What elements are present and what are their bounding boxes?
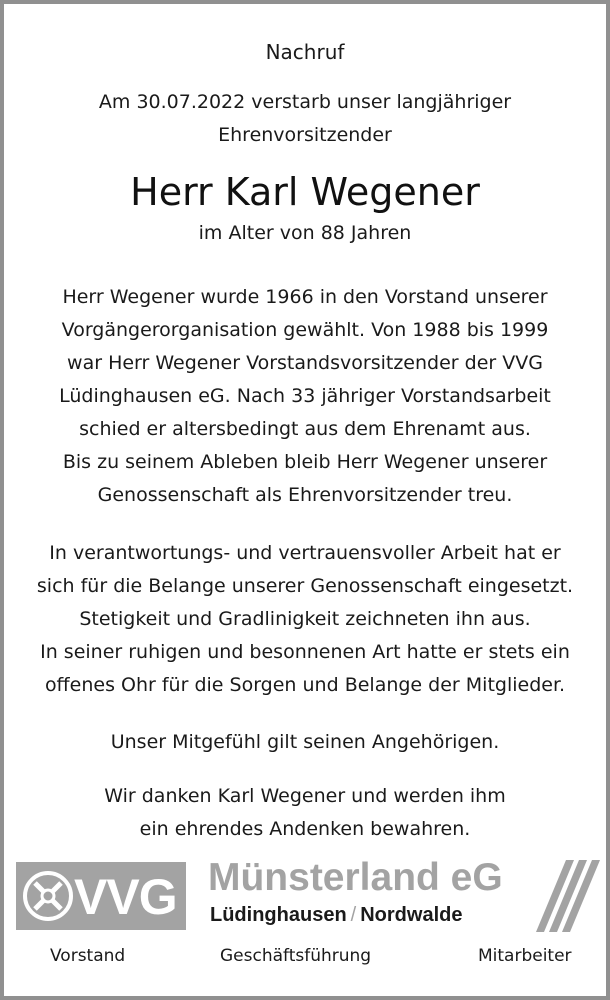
paragraph-tribute — [4, 537, 606, 702]
text-line: Wir danken Karl Wegener und werden ihm — [104, 785, 506, 807]
deceased-name: Herr Karl Wegener — [130, 170, 480, 214]
text-line: ein ehrendes Andenken bewahren. — [139, 818, 471, 840]
intro-line: Am 30.07.2022 verstarb unser langjähriger — [98, 91, 512, 113]
text-line: Unser Mitgefühl gilt seinen Angehörigen. — [110, 731, 500, 753]
age-line: im Alter von 88 Jahren — [198, 222, 412, 244]
text-line: Genossenschaft als Ehrenvorsitzender treu. — [97, 484, 513, 506]
vvg-logo — [14, 856, 596, 932]
location-1: Lüdinghausen — [210, 904, 347, 926]
intro — [4, 86, 606, 152]
brand-name: Münsterland eG — [208, 856, 503, 899]
text-line: schied er altersbedingt aus dem Ehrenamt aus. — [79, 418, 531, 440]
diagonal-stripes-icon — [536, 860, 600, 932]
paragraph-condolence — [4, 726, 606, 759]
text-line: war Herr Wegener Vorstandsvorsitzender der VVG — [67, 352, 543, 374]
paragraph-career — [4, 281, 606, 512]
text-line: sich für die Belange unserer Genossenschaft eingesetzt. — [36, 575, 574, 597]
text-line: Lüdinghausen eG. Nach 33 jähriger Vorstandsarbeit — [59, 385, 551, 407]
text-line: Bis zu seinem Ableben bleib Herr Wegener unserer — [62, 451, 548, 473]
text-line: In verantwortungs- und vertrauensvoller Arbeit hat er — [49, 542, 561, 564]
text-line: In seiner ruhigen und besonnenen Art hatte er stets ein — [40, 641, 570, 663]
heading: Nachruf — [265, 40, 345, 64]
text-line: Stetigkeit und Gradlinigkeit zeichneten ihn aus. — [79, 608, 531, 630]
brand-locations — [210, 904, 462, 927]
crossed-tools-emblem-icon — [22, 870, 74, 922]
signature-staff: Mitarbeiter — [478, 946, 572, 966]
paragraph-thanks — [4, 780, 606, 846]
location-2: Nordwalde — [360, 904, 463, 926]
intro-line: Ehrenvorsitzender — [218, 124, 392, 146]
text-line: Vorgängerorganisation gewählt. Von 1988 bis 1999 — [61, 319, 549, 341]
text-line: offenes Ohr für die Sorgen und Belange der Mitglieder. — [44, 674, 566, 696]
vvg-badge — [16, 862, 186, 930]
vvg-short-name: VVG — [74, 869, 177, 925]
signature-management: Geschäftsführung — [220, 946, 372, 966]
signature-board: Vorstand — [50, 946, 126, 966]
text-line: Herr Wegener wurde 1966 in den Vorstand unserer — [62, 286, 548, 308]
location-separator: / — [350, 904, 357, 926]
